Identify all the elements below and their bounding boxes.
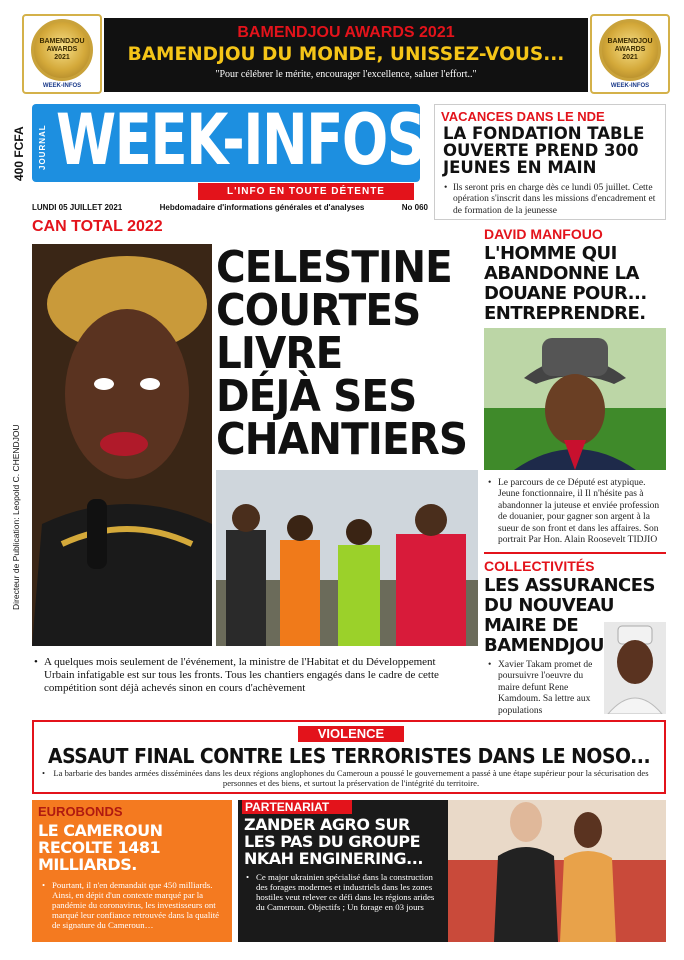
vacances-body: • Ils seront pris en charge dès ce lundi 05 juillet. Cette opération s'inscrit dans les missions d'encadrement et de formation de la jeunesse <box>453 183 661 217</box>
masthead-logo <box>32 99 425 182</box>
eurobonds-article <box>32 800 232 942</box>
awards-headline: BAMENDJOU DU MONDE, UNISSEZ-VOUS... <box>127 44 565 65</box>
bullet-icon: • <box>34 656 38 668</box>
violence-body: La barbarie des bandes armées disséminées dans les deux régions anglophones du Cameroun a poussé le gouvernement a passé à une étape supérieur pour la sécurisation des personnes et des biens, et surtout la préservation de l'intégrité du territoire. <box>53 768 649 788</box>
bullet-icon: • <box>488 660 492 670</box>
main-summary <box>34 656 464 695</box>
david-photo <box>484 328 666 470</box>
logo-tag: WEEK-INFOS <box>42 83 82 89</box>
logo-line2: AWARDS <box>46 46 78 54</box>
logo-line2: AWARDS <box>614 46 646 54</box>
vacances-headline: LA FONDATION TABLE OUVERTE PREND 300 JEUNES EN MAIN <box>443 124 645 177</box>
mayor-photo <box>604 622 666 714</box>
bullet-icon: • <box>488 478 492 488</box>
awards-banner <box>104 18 588 92</box>
violence-summary <box>42 768 650 788</box>
main-headline-line: COURTES <box>216 285 421 336</box>
partners-photo <box>448 800 666 942</box>
laurel-icon <box>31 19 93 81</box>
david-article <box>484 226 666 324</box>
awards-logo-left <box>22 14 102 94</box>
main-headline-line: DÉJÀ SES <box>216 371 417 422</box>
site-visit-photo <box>216 470 478 646</box>
celestine-photo <box>32 244 212 646</box>
director-vertical <box>8 360 28 620</box>
vacances-kicker: VACANCES DANS LE NDE <box>441 109 605 124</box>
partenariat-article <box>238 800 448 942</box>
partenariat-body: Ce major ukrainien spécialisé dans la construction des forages modernes et industriels dans les zones hostiles veut relever ce défi dans les régions arides du Cameroun. Objectifs ; Un forage en 03 jours <box>256 872 435 912</box>
logo-line1: BAMENDJOU <box>39 38 85 46</box>
main-headline-line: LIVRE <box>216 328 343 379</box>
main-body: A quelques mois seulement de l'événement, la ministre de l'Habitat et du Développement Urbain infatigable est sur tous les fronts. Tous les chantiers engagés dans le cadre de cette compétition sont déjà achevés sinon en cours d'achèvement <box>44 656 439 694</box>
logo-line1: BAMENDJOU <box>607 38 653 46</box>
david-headline: L'HOMME QUI ABANDONNE LA DOUANE POUR... ENTREPRENDRE. <box>484 243 647 324</box>
violence-headline: ASSAUT FINAL CONTRE LES TERRORISTES DANS LE NOSO... <box>48 744 651 768</box>
partenariat-kicker: PARTENARIAT <box>242 800 352 814</box>
laurel-icon <box>599 19 661 81</box>
collectivites-headline: LES ASSURANCES DU NOUVEAU MAIRE DE BAMENDJOU <box>484 575 655 656</box>
journal-label: JOURNAL <box>38 124 47 170</box>
violence-kicker: VIOLENCE <box>298 726 404 742</box>
main-headline-line: CELESTINE <box>216 242 452 293</box>
masthead-title: WEEK-INFOS <box>56 99 425 181</box>
eurobonds-body: Pourtant, il n'en demandait que 450 milliards. Ainsi, en dépit d'un contexte marqué par la pandémie du coronavirus, les investisseurs ont marqué leur confiance retrouvée dans la qualité de signature du Cameroun… <box>52 880 220 930</box>
collectivites-body: Xavier Takam promet de poursuivre l'oeuvre du maire defunt Rene Kamdoum. Sa lettre aux populations <box>498 660 593 716</box>
eurobonds-summary <box>42 880 228 930</box>
main-headline-line: CHANTIERS <box>216 414 468 465</box>
david-kicker: DAVID MANFOUO <box>484 226 603 242</box>
partenariat-headline: ZANDER AGRO SUR LES PAS DU GROUPE NKAH ENGINERING... <box>244 815 423 868</box>
bullet-icon: • <box>42 880 46 890</box>
issue-date: LUNDI 05 JUILLET 2021 <box>32 203 123 212</box>
logo-year: 2021 <box>54 53 70 61</box>
eurobonds-kicker: EUROBONDS <box>38 804 123 819</box>
masthead-subtitle: Hebdomadaire d'informations générales et d'analyses <box>159 203 365 212</box>
divider <box>484 552 666 554</box>
issue-number: No 060 <box>401 203 428 212</box>
main-headline-text <box>216 242 468 465</box>
awards-logo-right <box>590 14 670 94</box>
bullet-icon: • <box>246 872 250 882</box>
main-kicker-box <box>32 218 212 242</box>
main-kicker: CAN TOTAL 2022 <box>32 218 163 235</box>
masthead-tagline: L'INFO EN TOUTE DÉTENTE <box>198 183 414 200</box>
price-vertical <box>10 105 28 215</box>
masthead-info-row <box>32 203 428 212</box>
awards-quote: "Pour célébrer le mérite, encourager l'excellence, saluer l'effort.." <box>215 69 477 80</box>
david-body: Le parcours de ce Député est atypique. Jeune fonctionnaire, il Il n'hésite pas à abandonner la juteuse et enviée profession de douanier, pour gagner son argent à la sueur de son front et dans les affaires. Son portrait Par Hon. Alain Roosevelt TIDJIO <box>498 478 660 545</box>
collectivites-summary <box>488 660 602 717</box>
main-headline <box>216 242 478 465</box>
eurobonds-headline: LE CAMEROUN RECOLTE 1481 MILLIARDS. <box>38 821 163 874</box>
logo-year: 2021 <box>622 53 638 61</box>
director-credit: Directeur de Publication: Leopold C. CHENDJOU <box>11 424 21 610</box>
bullet-icon: • <box>42 768 46 778</box>
partenariat-summary <box>246 872 442 912</box>
vacances-article <box>434 104 666 220</box>
david-summary <box>488 478 666 546</box>
collectivites-kicker: COLLECTIVITÉS <box>484 558 595 574</box>
logo-tag: WEEK-INFOS <box>610 83 650 89</box>
violence-article <box>32 720 666 794</box>
journal-label-box <box>38 112 48 174</box>
price-label: 400 FCFA <box>12 126 26 181</box>
awards-title: BAMENDJOU AWARDS 2021 <box>237 24 455 41</box>
